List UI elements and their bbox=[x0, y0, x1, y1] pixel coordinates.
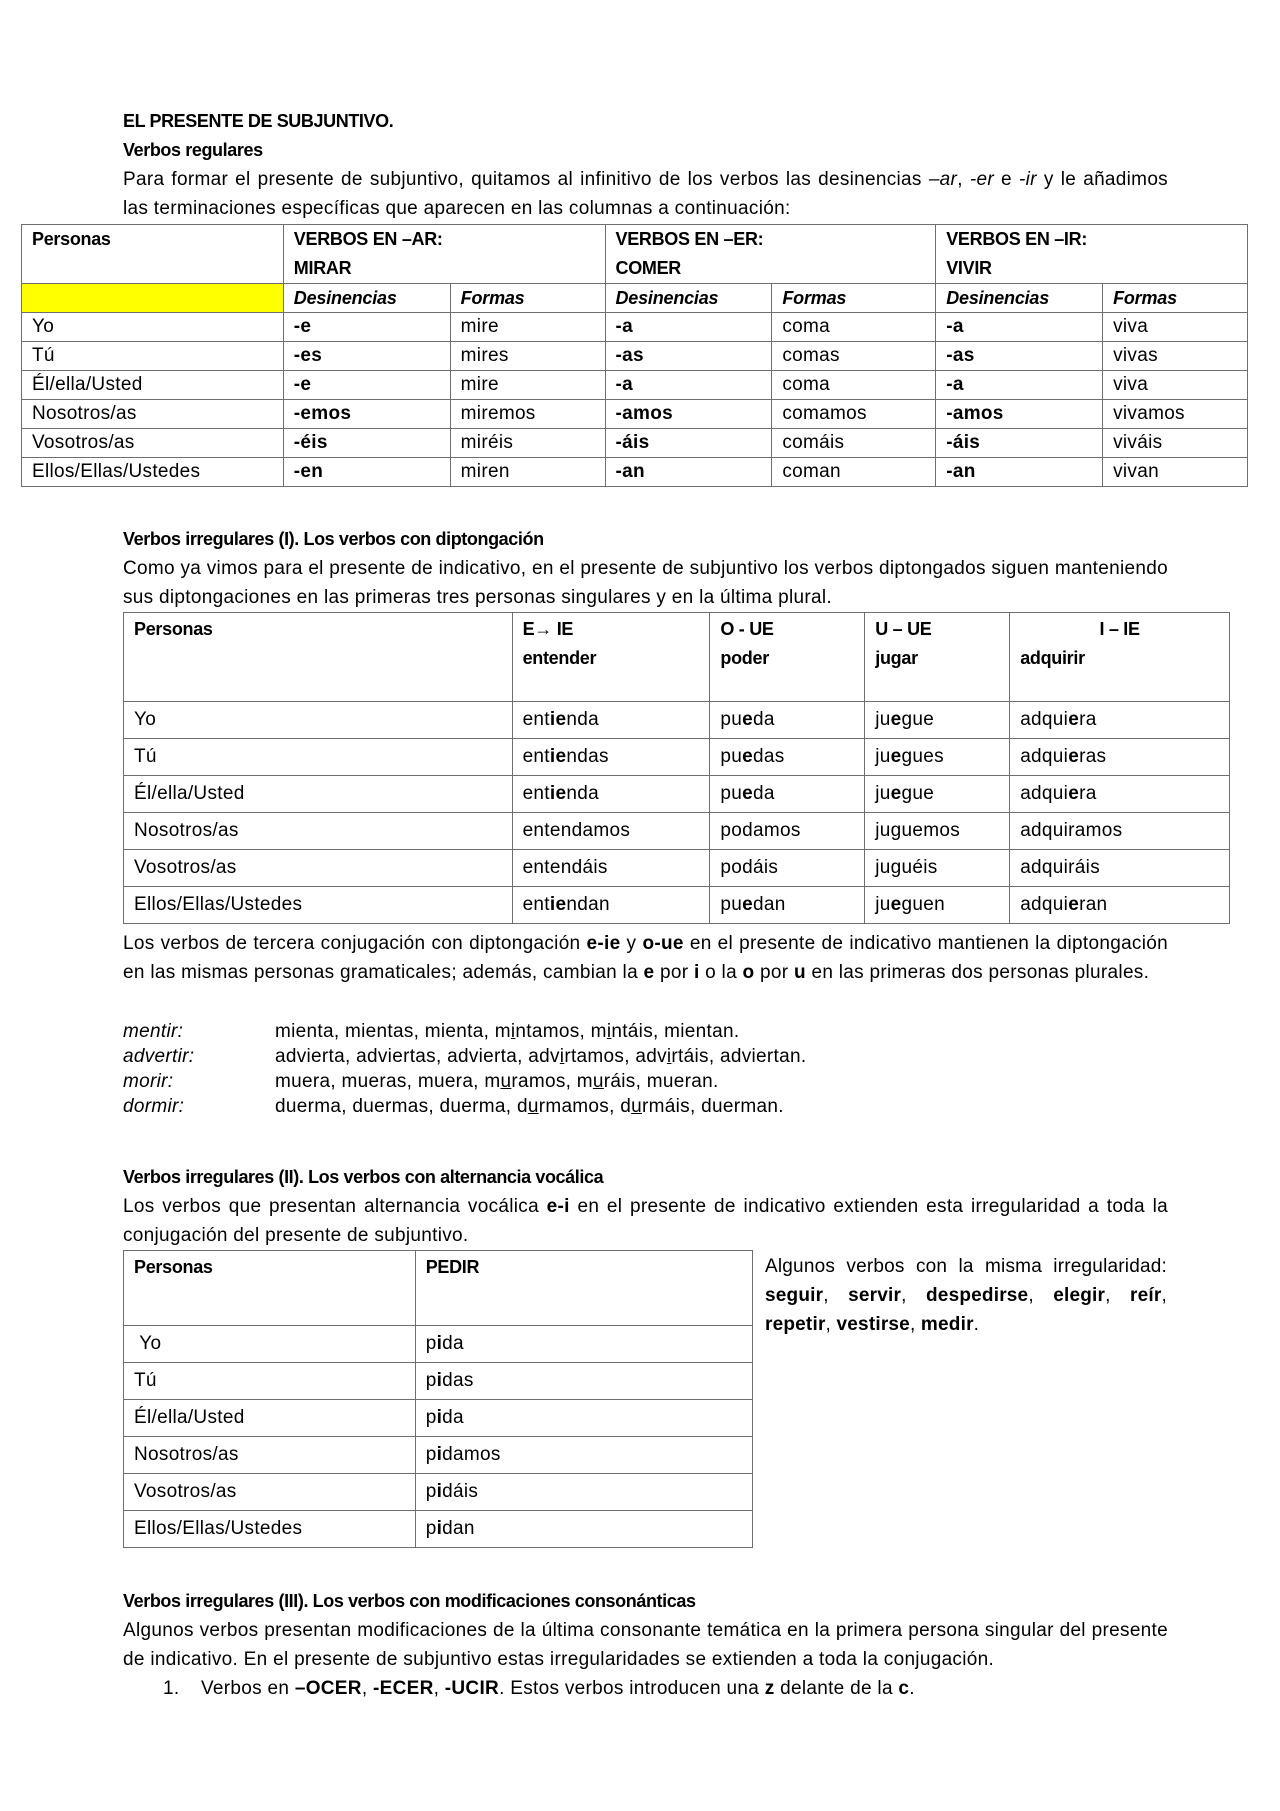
example-verb: morir: bbox=[123, 1071, 174, 1092]
intro-irreg1: Como ya vimos para el presente de indicativo, en el presente de subjuntivo los verbos diptongados siguen manteniendo sus diptongaciones en las primeras tres personas singulares y en la última plural. bbox=[123, 558, 1168, 608]
form-stem: pu bbox=[720, 746, 743, 767]
table-header-row bbox=[124, 613, 1230, 702]
form-cell: pidan bbox=[415, 1511, 752, 1548]
form-cell: pidas bbox=[415, 1363, 752, 1400]
persona-cell: Ellos/Ellas/Ustedes bbox=[124, 887, 513, 924]
form-cell bbox=[865, 776, 1010, 813]
table-header-row bbox=[22, 225, 1248, 284]
form-stem: entendáis bbox=[522, 857, 608, 878]
persona-cell: Tú bbox=[124, 739, 513, 776]
form-diphthong: ie bbox=[549, 894, 567, 915]
form-cell bbox=[710, 813, 865, 850]
desinencia-cell: -emos bbox=[283, 400, 450, 429]
form-diphthong: e bbox=[1068, 894, 1080, 915]
section-irreg1 bbox=[123, 525, 1168, 612]
form-stem: adqui bbox=[1020, 746, 1069, 767]
form-stem: podáis bbox=[720, 857, 779, 878]
forma-cell: comamos bbox=[772, 400, 936, 429]
example-row: advertir: advierta, adviertas, advierta, advirtamos, advirtáis, adviertan. bbox=[123, 1042, 806, 1071]
desinencia-cell: -an bbox=[605, 458, 772, 487]
table-row bbox=[124, 1474, 753, 1511]
form-cell bbox=[512, 776, 710, 813]
forma-cell: miremos bbox=[450, 400, 605, 429]
desinencia-cell: -a bbox=[605, 313, 772, 342]
form-diphthong: e bbox=[742, 709, 754, 730]
form-ending: ran bbox=[1079, 894, 1108, 915]
desinencia-cell: -a bbox=[605, 371, 772, 400]
desinencia-cell: -as bbox=[605, 342, 772, 371]
table-row bbox=[124, 1400, 753, 1437]
form-cell bbox=[512, 702, 710, 739]
subheader-formas: Formas bbox=[450, 284, 605, 313]
form-cell bbox=[865, 813, 1010, 850]
form-stem: podamos bbox=[720, 820, 801, 841]
forma-cell: mires bbox=[450, 342, 605, 371]
form-cell bbox=[512, 813, 710, 850]
form-diphthong: e bbox=[890, 746, 902, 767]
form-cell bbox=[710, 776, 865, 813]
example-row: mentir: mienta, mientas, mienta, mintamos, mintáis, mientan. bbox=[123, 1017, 739, 1046]
persona-cell: Él/ella/Usted bbox=[124, 776, 513, 813]
persona-cell: Tú bbox=[22, 342, 284, 371]
form-ending: nda bbox=[566, 709, 599, 730]
persona-cell: Vosotros/as bbox=[124, 1474, 416, 1511]
persona-cell: Nosotros/as bbox=[22, 400, 284, 429]
group-ir-header: VERBOS EN –IR: VIVIR bbox=[936, 225, 1248, 284]
list-item: 1. Verbos en –OCER, -ECER, -UCIR. Estos verbos introducen una z delante de la c. bbox=[163, 1678, 915, 1699]
form-stem: juguemos bbox=[875, 820, 961, 841]
example-verb: advertir: bbox=[123, 1046, 195, 1067]
form-stem: ju bbox=[875, 746, 891, 767]
desinencia-cell: -amos bbox=[936, 400, 1103, 429]
col-e-ie-header: E→ IE entender bbox=[512, 613, 710, 702]
verb-example: despedirse bbox=[926, 1285, 1029, 1306]
form-stem: adquiramos bbox=[1020, 820, 1123, 841]
persona-cell: Nosotros/as bbox=[124, 1437, 416, 1474]
table-row bbox=[22, 429, 1248, 458]
heading-irreg3: Verbos irregulares (III). Los verbos con modificaciones consonánticas bbox=[123, 1591, 696, 1611]
forma-cell: mire bbox=[450, 371, 605, 400]
form-diphthong: e bbox=[890, 783, 902, 804]
desinencia-cell: -e bbox=[283, 313, 450, 342]
form-diphthong: e bbox=[890, 894, 902, 915]
heading-irreg1: Verbos irregulares (I). Los verbos con diptongación bbox=[123, 529, 544, 549]
form-cell: pida bbox=[415, 1326, 752, 1363]
arrow-right-icon: → bbox=[534, 619, 552, 639]
form-diphthong: ie bbox=[549, 746, 567, 767]
form-cell bbox=[865, 887, 1010, 924]
table-row bbox=[124, 1363, 753, 1400]
form-cell: pidamos bbox=[415, 1437, 752, 1474]
subheader-formas: Formas bbox=[772, 284, 936, 313]
form-ending: guen bbox=[901, 894, 946, 915]
forma-cell: coma bbox=[772, 371, 936, 400]
form-stem: ent bbox=[522, 783, 550, 804]
forma-cell: comáis bbox=[772, 429, 936, 458]
form-diphthong: ie bbox=[549, 709, 567, 730]
desinencia-cell: -áis bbox=[936, 429, 1103, 458]
persona-cell: Tú bbox=[124, 1363, 416, 1400]
form-cell bbox=[710, 850, 865, 887]
subheader-desinencias: Desinencias bbox=[936, 284, 1103, 313]
form-cell bbox=[710, 739, 865, 776]
form-cell bbox=[512, 739, 710, 776]
form-cell bbox=[1010, 776, 1230, 813]
form-cell bbox=[512, 887, 710, 924]
form-stem: entendamos bbox=[522, 820, 631, 841]
form-cell: pida bbox=[415, 1400, 752, 1437]
diphthong-verbs-table bbox=[123, 612, 1230, 924]
example-row: morir: muera, mueras, muera, muramos, muráis, mueran. bbox=[123, 1067, 719, 1096]
verb-example: vestirse bbox=[836, 1314, 910, 1335]
col-o-ue-header: O - UE poder bbox=[710, 613, 865, 702]
persona-cell: Yo bbox=[124, 702, 513, 739]
form-ending: nda bbox=[566, 783, 599, 804]
table-row bbox=[124, 1437, 753, 1474]
regular-verbs-table bbox=[21, 224, 1248, 487]
forma-cell: viva bbox=[1103, 371, 1248, 400]
table-row bbox=[22, 313, 1248, 342]
section-irreg3 bbox=[123, 1587, 1168, 1703]
form-ending: ndas bbox=[566, 746, 609, 767]
form-ending: da bbox=[753, 783, 775, 804]
desinencia-cell: -a bbox=[936, 313, 1103, 342]
section-irreg2 bbox=[123, 1163, 1168, 1250]
verb-example: repetir bbox=[765, 1314, 826, 1335]
subheader-desinencias: Desinencias bbox=[283, 284, 450, 313]
table-row bbox=[22, 371, 1248, 400]
table-row bbox=[124, 1511, 753, 1548]
form-cell bbox=[1010, 887, 1230, 924]
table-body bbox=[124, 702, 1230, 924]
intro-irreg2: Los verbos que presentan alternancia vocálica e-i en el presente de indicativo extienden esta irregularidad a toda la conjugación del presente de subjuntivo. bbox=[123, 1196, 1169, 1246]
form-ending: ndan bbox=[566, 894, 610, 915]
form-stem: pu bbox=[720, 709, 743, 730]
desinencia-cell: -an bbox=[936, 458, 1103, 487]
forma-cell: miréis bbox=[450, 429, 605, 458]
form-cell bbox=[710, 702, 865, 739]
form-stem: ju bbox=[875, 894, 891, 915]
forma-cell: viva bbox=[1103, 313, 1248, 342]
table-row bbox=[124, 776, 1230, 813]
table-row bbox=[124, 1326, 753, 1363]
form-ending: gue bbox=[901, 709, 935, 730]
forma-cell: coman bbox=[772, 458, 936, 487]
intro-irreg3: Algunos verbos presentan modificaciones de la última consonante temática en la primera persona singular del presente de indicativo. En el presente de subjuntivo estas irregularidades se extienden a toda la conjugación. bbox=[123, 1620, 1168, 1670]
desinencia-cell: -e bbox=[283, 371, 450, 400]
persona-cell: Ellos/Ellas/Ustedes bbox=[124, 1511, 416, 1548]
form-ending: da bbox=[753, 709, 775, 730]
persona-cell: Ellos/Ellas/Ustedes bbox=[22, 458, 284, 487]
persona-cell: Vosotros/as bbox=[124, 850, 513, 887]
desinencia-cell: -es bbox=[283, 342, 450, 371]
table-row bbox=[22, 342, 1248, 371]
form-ending: dan bbox=[753, 894, 786, 915]
verb-example: elegir bbox=[1053, 1285, 1106, 1306]
personas-header: Personas bbox=[124, 613, 513, 702]
form-cell: pidáis bbox=[415, 1474, 752, 1511]
form-cell bbox=[865, 850, 1010, 887]
forma-cell: vivas bbox=[1103, 342, 1248, 371]
table-body bbox=[124, 1326, 753, 1548]
example-verb: mentir: bbox=[123, 1021, 184, 1042]
table-row bbox=[22, 458, 1248, 487]
form-diphthong: e bbox=[742, 783, 754, 804]
form-diphthong: e bbox=[742, 894, 754, 915]
form-stem: ju bbox=[875, 709, 891, 730]
form-ending: ra bbox=[1079, 709, 1097, 730]
form-diphthong: e bbox=[742, 746, 754, 767]
verb-example: servir bbox=[848, 1285, 902, 1306]
desinencia-cell: -amos bbox=[605, 400, 772, 429]
form-stem: pu bbox=[720, 783, 743, 804]
form-cell bbox=[1010, 739, 1230, 776]
form-diphthong: ie bbox=[549, 783, 567, 804]
table-row bbox=[124, 887, 1230, 924]
desinencia-cell: -as bbox=[936, 342, 1103, 371]
group-ar-header: VERBOS EN –AR: MIRAR bbox=[283, 225, 605, 284]
persona-cell: Vosotros/as bbox=[22, 429, 284, 458]
form-ending: gues bbox=[901, 746, 944, 767]
form-ending: das bbox=[753, 746, 785, 767]
pedir-table bbox=[123, 1250, 753, 1548]
form-stem: adqui bbox=[1020, 709, 1069, 730]
form-stem: ju bbox=[875, 783, 891, 804]
verb-example: seguir bbox=[765, 1285, 824, 1306]
forma-cell: coma bbox=[772, 313, 936, 342]
forma-cell: comas bbox=[772, 342, 936, 371]
side-note-irreg2: Algunos verbos con la misma irregularidad: seguir, servir, despedirse, elegir, reír, repetir, vestirse, medir. bbox=[765, 1256, 1167, 1335]
table-row bbox=[22, 400, 1248, 429]
persona-cell: Él/ella/Usted bbox=[22, 371, 284, 400]
desinencia-cell: -a bbox=[936, 371, 1103, 400]
desinencia-cell: -éis bbox=[283, 429, 450, 458]
verb-example: medir bbox=[920, 1314, 974, 1335]
col-u-ue-header: U – UE jugar bbox=[865, 613, 1010, 702]
example-verb: dormir: bbox=[123, 1096, 185, 1117]
form-stem: adqui bbox=[1020, 783, 1069, 804]
forma-cell: vivamos bbox=[1103, 400, 1248, 429]
page-title: EL PRESENTE DE SUBJUNTIVO. bbox=[123, 111, 394, 131]
form-diphthong: e bbox=[890, 709, 902, 730]
form-cell bbox=[865, 702, 1010, 739]
example-row: dormir: duerma, duermas, duerma, durmamos, durmáis, duerman. bbox=[123, 1092, 784, 1121]
persona-cell: Nosotros/as bbox=[124, 813, 513, 850]
form-cell bbox=[865, 739, 1010, 776]
form-stem: ent bbox=[522, 894, 550, 915]
personas-header: Personas bbox=[22, 225, 284, 284]
intro-regulares: Para formar el presente de subjuntivo, quitamos al infinitivo de los verbos las desinencias –ar, -er e -ir y le añadimos las terminaciones específicas que aparecen en las columnas a continuación: bbox=[123, 169, 1168, 219]
table-header-row bbox=[124, 1251, 753, 1326]
forma-cell: mire bbox=[450, 313, 605, 342]
form-stem: adquiráis bbox=[1020, 857, 1100, 878]
persona-cell: Él/ella/Usted bbox=[124, 1400, 416, 1437]
table-row bbox=[124, 739, 1230, 776]
subheader-desinencias: Desinencias bbox=[605, 284, 772, 313]
heading-irreg2: Verbos irregulares (II). Los verbos con alternancia vocálica bbox=[123, 1167, 604, 1187]
section-regulares bbox=[123, 107, 1168, 223]
heading-regulares: Verbos regulares bbox=[123, 140, 263, 160]
form-cell bbox=[512, 850, 710, 887]
note-irreg1: Los verbos de tercera conjugación con diptongación e-ie y o-ue en el presente de indicativo mantienen la diptongación en las mismas personas gramaticales; además, cambian la e por i o la o por u en las primeras dos personas plurales. bbox=[123, 933, 1168, 983]
form-cell bbox=[1010, 702, 1230, 739]
form-stem: ent bbox=[522, 709, 550, 730]
form-stem: adqui bbox=[1020, 894, 1069, 915]
form-cell bbox=[1010, 813, 1230, 850]
table-row bbox=[124, 850, 1230, 887]
forma-cell: viváis bbox=[1103, 429, 1248, 458]
personas-header: Personas bbox=[124, 1251, 416, 1326]
form-diphthong: e bbox=[1068, 746, 1080, 767]
form-ending: ras bbox=[1079, 746, 1107, 767]
pedir-header: PEDIR bbox=[415, 1251, 752, 1326]
table-row bbox=[124, 702, 1230, 739]
forma-cell: miren bbox=[450, 458, 605, 487]
form-stem: pu bbox=[720, 894, 743, 915]
group-er-header: VERBOS EN –ER: COMER bbox=[605, 225, 936, 284]
forma-cell: vivan bbox=[1103, 458, 1248, 487]
desinencia-cell: -en bbox=[283, 458, 450, 487]
form-cell bbox=[1010, 850, 1230, 887]
persona-cell: Yo bbox=[124, 1326, 416, 1363]
form-stem: juguéis bbox=[875, 857, 938, 878]
form-ending: gue bbox=[901, 783, 935, 804]
verb-example: reír bbox=[1130, 1285, 1162, 1306]
form-diphthong: e bbox=[1068, 783, 1080, 804]
desinencia-cell: -áis bbox=[605, 429, 772, 458]
table-row bbox=[124, 813, 1230, 850]
persona-cell: Yo bbox=[22, 313, 284, 342]
form-cell bbox=[710, 887, 865, 924]
table-subheader-row bbox=[22, 284, 1248, 313]
highlight-cell bbox=[22, 284, 284, 313]
col-i-ie-header: I – IE adquirir bbox=[1010, 613, 1230, 702]
form-stem: ent bbox=[522, 746, 550, 767]
table-body bbox=[22, 313, 1248, 487]
subheader-formas: Formas bbox=[1103, 284, 1248, 313]
form-ending: ra bbox=[1079, 783, 1097, 804]
form-diphthong: e bbox=[1068, 709, 1080, 730]
